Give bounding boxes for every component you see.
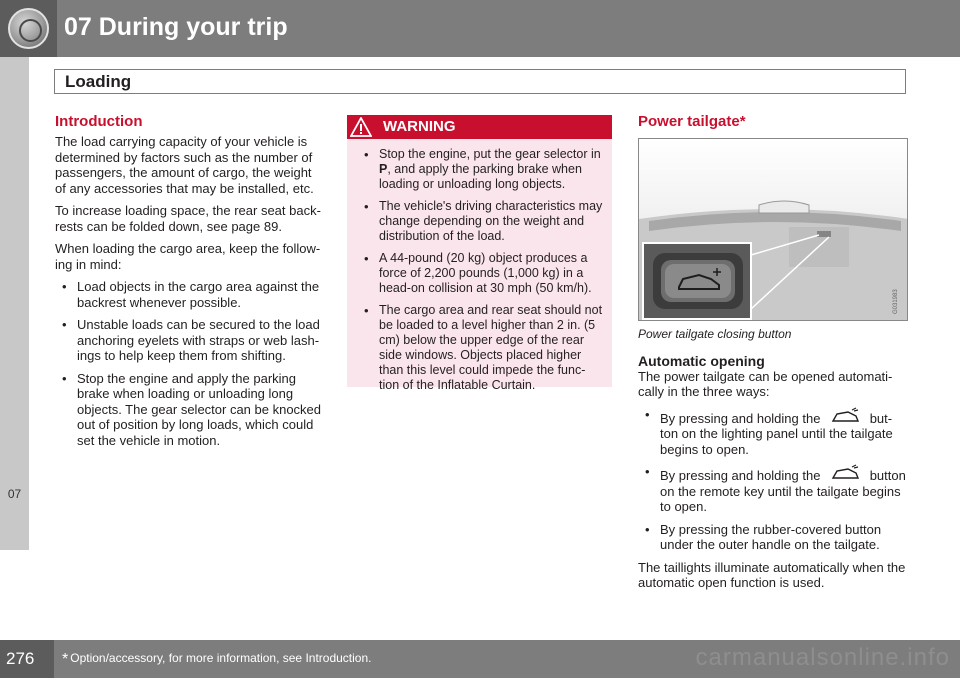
chapter-tab <box>0 57 29 550</box>
warning-header <box>347 115 612 139</box>
list-item: • By pressing and holding the but-ton on the lighting panel until the tailgate begins to open. <box>638 407 908 458</box>
page-number: 276 <box>6 649 35 668</box>
list-item: • By pressing the rubber-covered button under the outer handle on the tailgate. <box>638 522 908 553</box>
page-number-box <box>0 640 54 678</box>
watermark: carmanualsonline.info <box>695 644 950 671</box>
power-tailgate-column <box>638 112 908 598</box>
power-tailgate-heading: Power tailgate* <box>638 113 746 130</box>
tailgate-illustration <box>639 139 908 321</box>
chapter-tab-number: 07 <box>7 487 22 501</box>
automatic-opening-heading: Automatic opening <box>638 352 765 369</box>
list-item: • A 44-pound (20 kg) object produces a force of 2,200 pounds (1,000 kg) in a head-on collision at 30 mph (50 km/h). <box>357 251 604 296</box>
chapter-title: 07 During your trip <box>64 13 288 41</box>
section-title: Loading <box>65 72 132 91</box>
section-bar <box>54 69 906 94</box>
photo-caption: Power tailgate closing button <box>638 327 792 341</box>
tailgate-open-icon <box>830 407 860 425</box>
introduction-column <box>55 112 323 455</box>
warning-title: WARNING <box>383 118 456 135</box>
footnote: * Option/accessory, for more information, see Introduction. <box>62 651 372 668</box>
loading-tips-list <box>55 279 323 448</box>
list-item: • The cargo area and rear seat should not be loaded to a level higher than 2 in. (5 cm) below the upper edge of the rear side windows. Objects placed higher than this level could impede the func-tion of the Inflatable Curtain. <box>357 303 604 393</box>
tailgate-open-icon <box>830 464 860 482</box>
tailgate-photo <box>638 138 908 321</box>
warning-triangle-icon <box>350 117 372 137</box>
paragraph: The power tailgate can be opened automati-cally in the three ways: <box>638 368 893 399</box>
list-item: • Stop the engine and apply the parking brake when loading or unloading long objects. The gear selector can be knocked out of position by long loads, which could set the vehicle in motion. <box>55 371 323 449</box>
paragraph: The taillights illuminate automatically when the automatic open function is used. <box>638 559 906 590</box>
page-footer <box>0 640 960 678</box>
list-item: • The vehicle's driving characteristics may change depending on the weight and distribution of the load. <box>357 199 604 244</box>
page-header <box>0 0 960 57</box>
list-item: • Stop the engine, put the gear selector in P, and apply the parking brake when loading or unloading long objects. <box>357 147 604 192</box>
opening-methods-list <box>638 407 908 553</box>
list-item: • By pressing and holding the button on the remote key until the tailgate begins to open. <box>638 464 908 515</box>
list-item: • Load objects in the cargo area against the backrest whenever possible. <box>55 279 323 310</box>
warning-list <box>347 139 612 393</box>
warning-box <box>347 115 612 392</box>
steering-wheel-icon <box>8 8 49 49</box>
paragraph: When loading the cargo area, keep the follow-ing in mind: <box>55 241 321 272</box>
list-item: • Unstable loads can be secured to the load anchoring eyelets with straps or web lash-ings to help keep them from shifting. <box>55 317 323 364</box>
paragraph: To increase loading space, the rear seat back-rests can be folded down, see page 89. <box>55 203 321 234</box>
paragraph: The load carrying capacity of your vehicle is determined by factors such as the number of passengers, the amount of cargo, the weight of any accessories that may be installed, etc. <box>55 134 314 196</box>
figure-code: G031983 <box>893 289 899 314</box>
introduction-heading: Introduction <box>55 113 143 130</box>
logo-box <box>0 0 57 57</box>
